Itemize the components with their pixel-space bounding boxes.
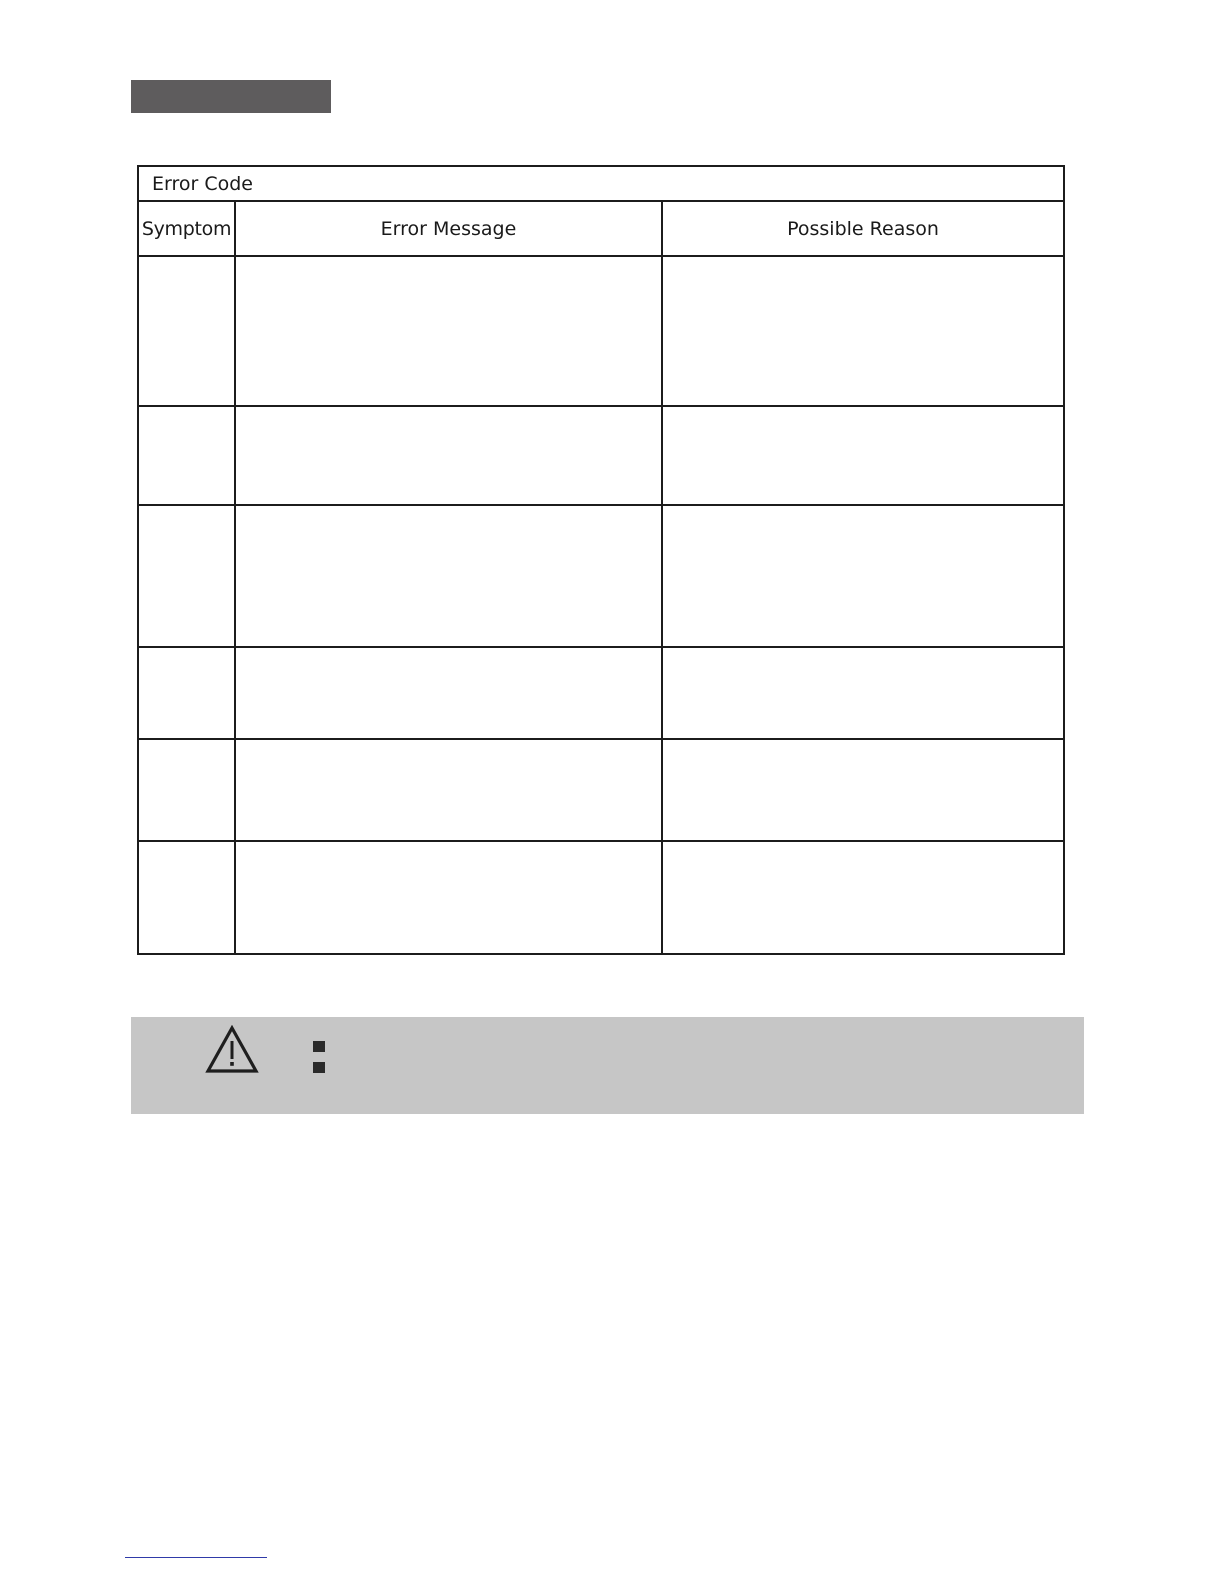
column-header-error-message: Error Message [235,201,662,256]
table-row [138,406,1064,505]
symptom-cell [138,647,235,739]
table-row [138,505,1064,647]
possible-reason-cell [662,256,1064,406]
table-title: Error Code [138,166,1064,201]
error-message-cell [235,739,662,841]
colon-mark [313,1041,325,1073]
error-message-cell [235,256,662,406]
symptom-cell [138,841,235,954]
symptom-cell [138,505,235,647]
caution-box [131,1017,1084,1114]
section-header-bar [131,80,331,113]
table-row [138,739,1064,841]
possible-reason-cell [662,505,1064,647]
error-message-cell [235,406,662,505]
error-message-cell [235,647,662,739]
warning-triangle-icon [205,1025,259,1075]
error-message-cell [235,841,662,954]
table-row [138,841,1064,954]
possible-reason-cell [662,647,1064,739]
possible-reason-cell [662,406,1064,505]
footer-link-underline [125,1557,267,1558]
error-message-cell [235,505,662,647]
symptom-cell [138,406,235,505]
symptom-cell [138,256,235,406]
error-code-table [137,165,1065,955]
table-row [138,647,1064,739]
column-header-possible-reason: Possible Reason [662,201,1064,256]
possible-reason-cell [662,841,1064,954]
possible-reason-cell [662,739,1064,841]
symptom-cell [138,739,235,841]
column-header-symptom: Symptom [138,201,235,256]
table-row [138,256,1064,406]
